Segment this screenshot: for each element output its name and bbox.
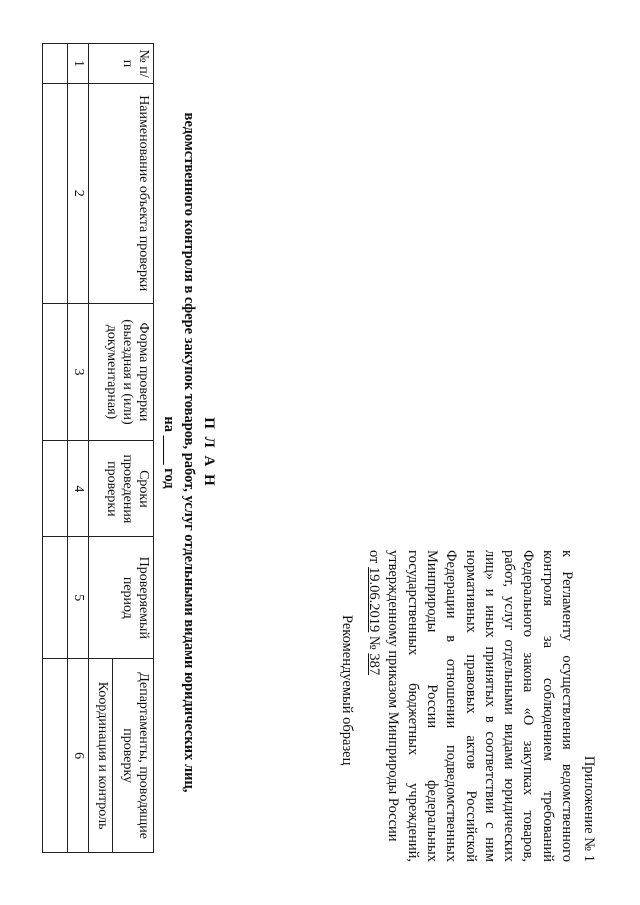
order-reference [364,550,383,862]
table-cell [43,659,68,853]
appendix-line: лиц» и иных принятых в соответствии с ним [481,550,498,862]
recommended-sample-label: Рекомендуемый образец [339,615,355,766]
header-object: Наименование объекта проверки [89,83,154,303]
column-number: 4 [68,441,89,537]
table-row [43,44,68,853]
order-date: 19.06.2019 [366,567,383,633]
appendix-line: работ, услуг отдельными видами юридических [501,550,518,862]
table-cell [43,441,68,537]
table-cell [43,303,68,441]
appendix-line: Федерации в отношении подведомственных [443,550,460,862]
appendix-line: Минприроды России федеральных [423,550,440,862]
table-cell [43,44,68,84]
appendix-line: государственных бюджетных учреждений, [404,550,421,862]
column-number: 6 [68,659,89,853]
appendix-line: контроля за соблюдением требований [539,550,556,862]
plan-table [42,43,154,853]
appendix-text [364,550,576,862]
order-number: 387 [366,653,383,676]
order-no-label: № [366,635,383,650]
column-number: 1 [68,44,89,84]
header-dates: Сроки проведения проверки [89,441,154,537]
plan-year-line [159,0,178,905]
table-number-row [68,44,89,853]
order-prefix: от [366,550,383,564]
header-period: Проверяемый период [89,537,154,659]
header-departments-sub: Координация и контроль [89,659,113,853]
appendix-number: Приложение № 1 [581,755,597,862]
table-header-row [112,44,153,853]
appendix-line: к Регламенту осуществления ведомственного [559,550,575,862]
column-number: 2 [68,83,89,303]
year-suffix: год [161,468,177,489]
header-departments: Департаменты, проводящие проверку [112,659,153,853]
year-blank: ____ [161,435,177,465]
appendix-line: утвержденному приказом Минприроды России [385,550,402,842]
plan-title: П Л А Н [201,417,217,488]
table-cell [43,537,68,659]
column-number: 3 [68,303,89,441]
header-no: № п/п [89,44,154,84]
year-prefix: на [161,416,177,432]
table-cell [43,83,68,303]
header-form: Форма проверки (выездная и (или) документарная) [89,303,154,441]
appendix-line: Федерального закона «О закупках товаров, [520,550,537,862]
plan-subtitle: ведомственного контроля в сфере закупок товаров, работ, услуг отдельными видами юридических лиц, [181,112,197,793]
column-number: 5 [68,537,89,659]
appendix-line: нормативных правовых актов Российской [462,550,479,862]
